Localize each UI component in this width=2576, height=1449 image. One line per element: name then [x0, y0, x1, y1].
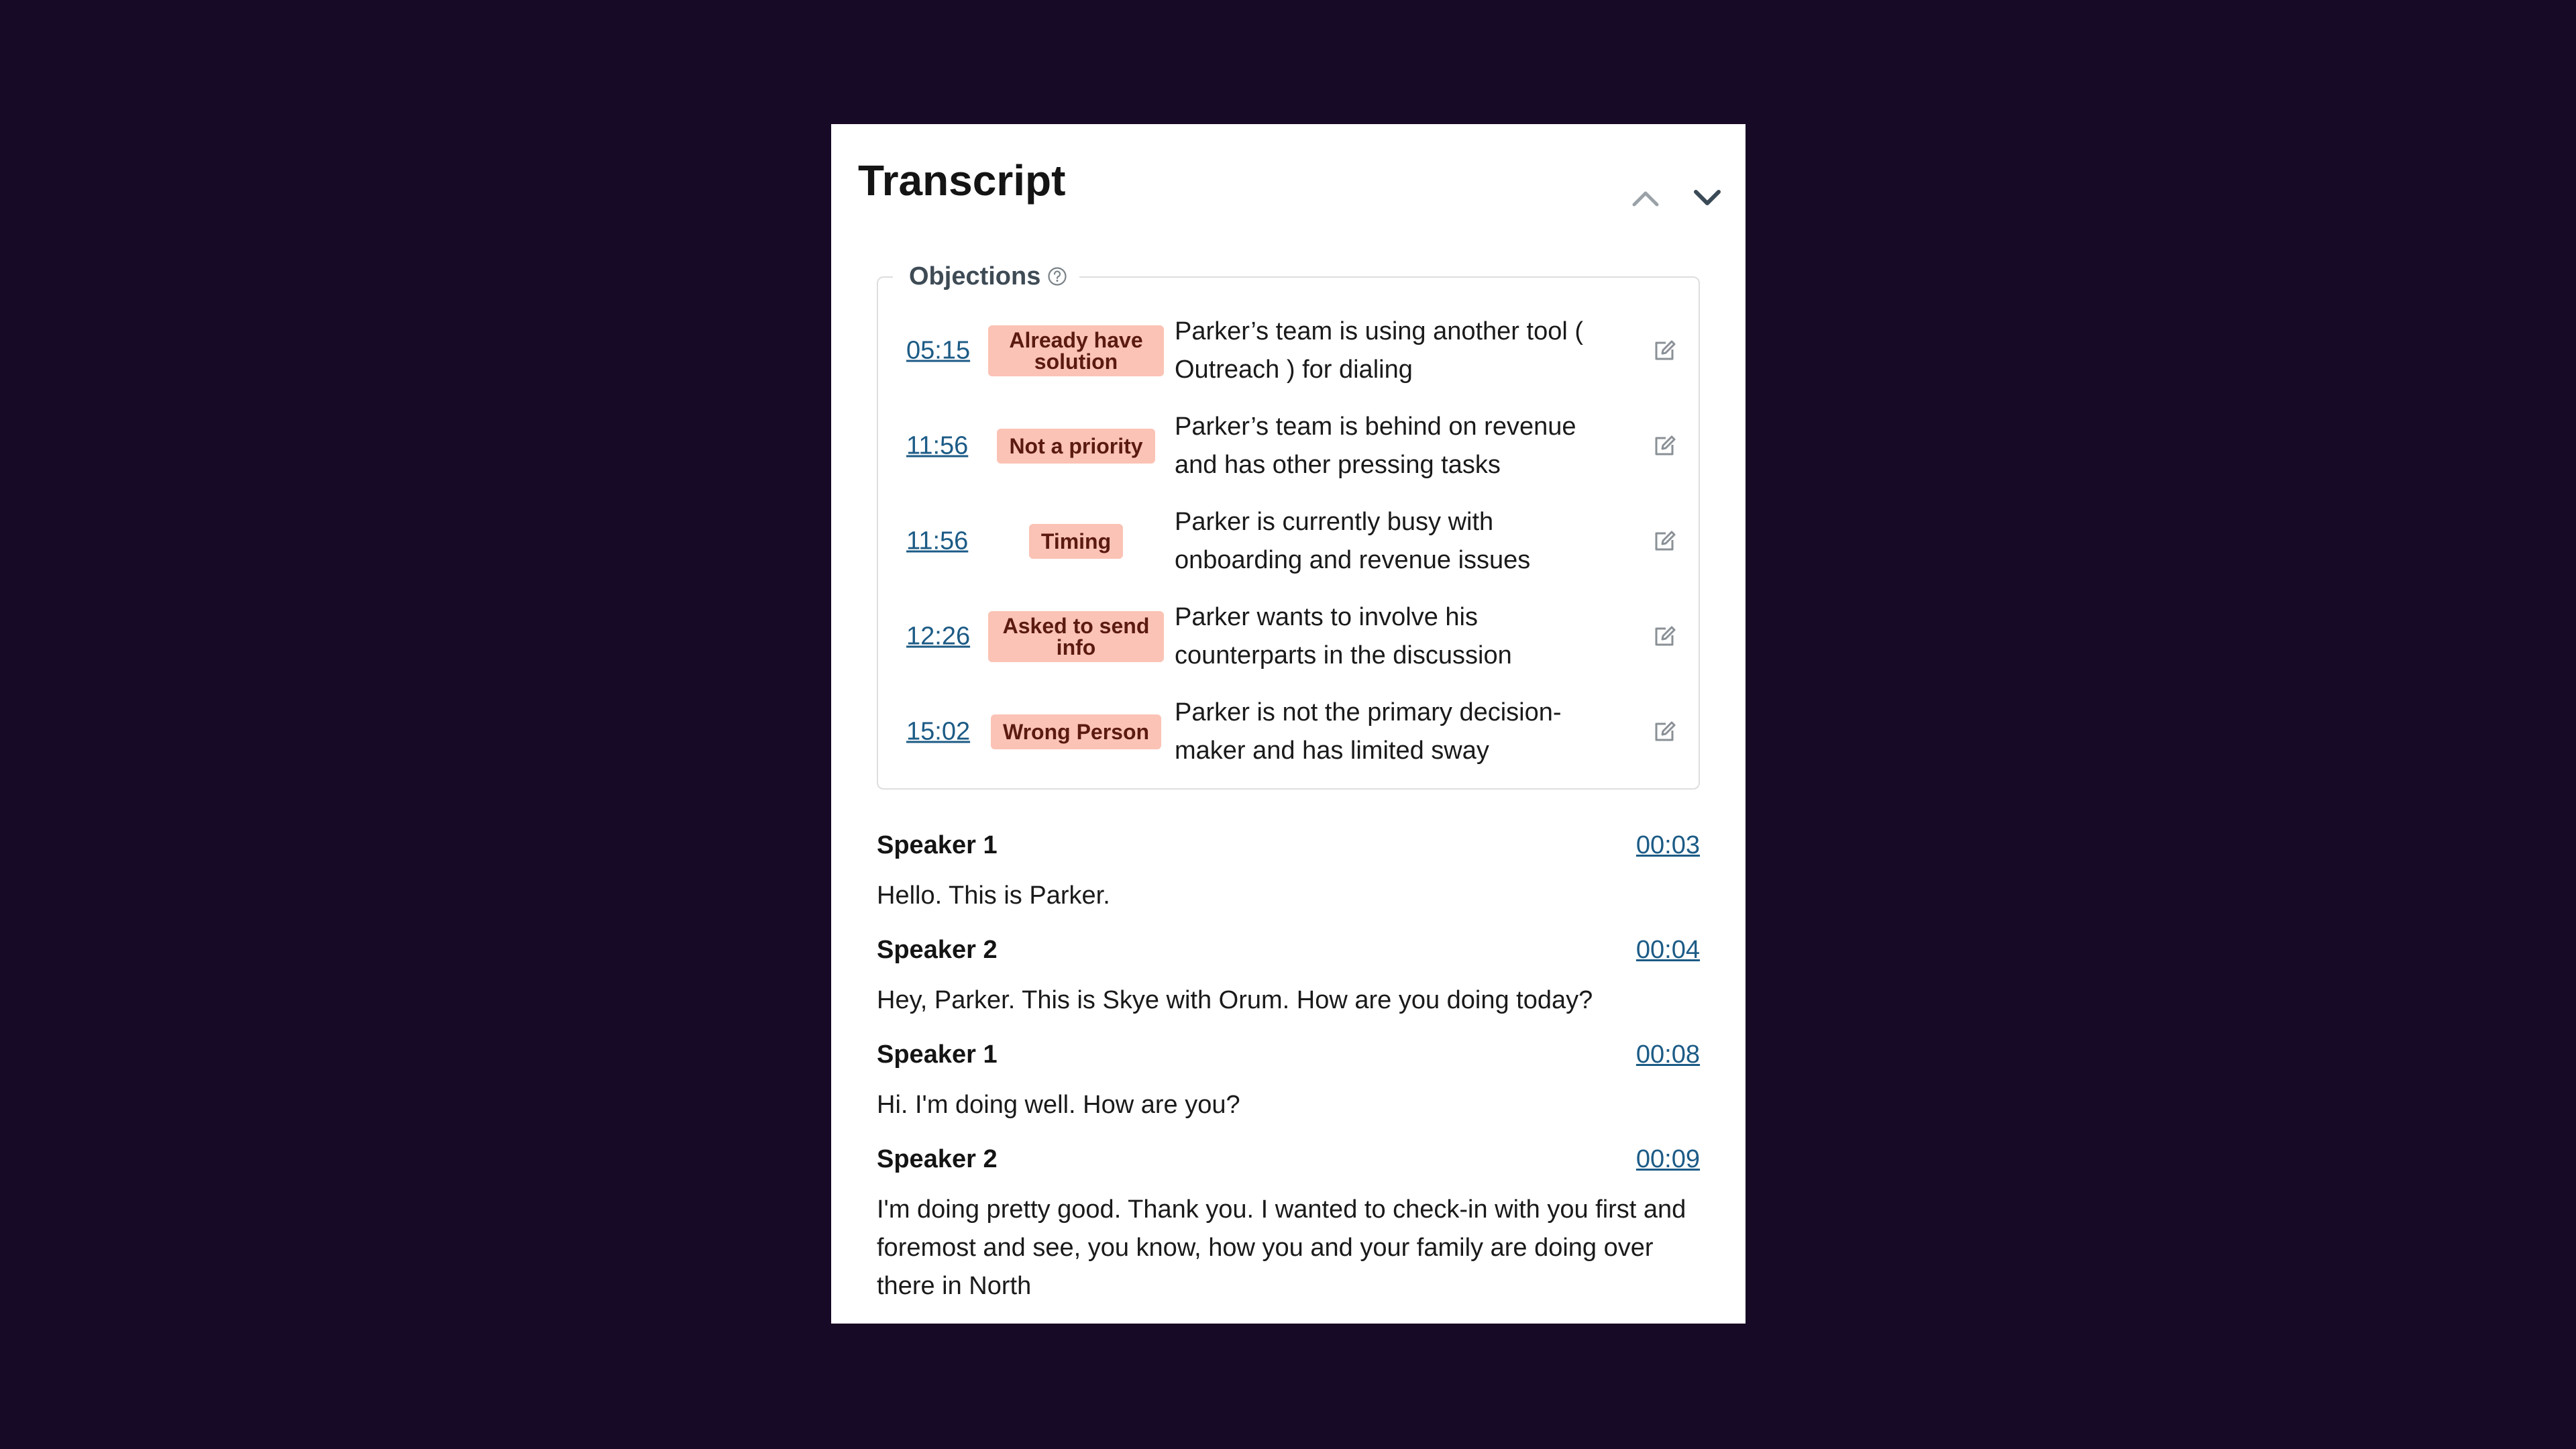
objection-category-badge: Wrong Person	[991, 714, 1161, 749]
objection-timestamp-link[interactable]: 11:56	[906, 431, 969, 460]
objections-box	[877, 262, 1700, 790]
objection-category-badge: Asked to send info	[988, 611, 1164, 662]
objection-row	[878, 303, 1699, 398]
objections-label: Objections	[909, 262, 1041, 290]
objection-category-badge: Not a priority	[997, 429, 1155, 464]
edit-icon	[1651, 337, 1678, 364]
objection-timestamp-link[interactable]: 12:26	[906, 622, 971, 651]
edit-icon	[1651, 623, 1678, 650]
objection-timestamp-link[interactable]: 15:02	[906, 717, 971, 746]
edit-icon	[1651, 433, 1678, 460]
help-circle-icon[interactable]	[1047, 266, 1067, 286]
utterance-text: Hi. I'm doing well. How are you?	[877, 1091, 1240, 1119]
utterance-text: I'm doing pretty good. Thank you. I wanted to check-in with you first and foremost and see, you know, how you and your family are doing over there in North	[877, 1195, 1686, 1300]
objection-summary: Parker wants to involve his counterparts in the discussion	[1175, 603, 1512, 669]
edit-objection-button[interactable]	[1650, 717, 1679, 747]
next-button[interactable]	[1686, 176, 1729, 219]
objection-summary: Parker is currently busy with onboarding and revenue issues	[1175, 508, 1531, 574]
objection-summary: Parker’s team is using another tool ( Outreach ) for dialing	[1175, 317, 1584, 384]
objection-summary: Parker’s team is behind on revenue and has other pressing tasks	[1175, 413, 1576, 479]
objection-row	[878, 589, 1699, 684]
edit-objection-button[interactable]	[1650, 527, 1679, 556]
utterance-timestamp-link[interactable]: 00:09	[1635, 1145, 1700, 1173]
objection-row	[878, 494, 1699, 589]
edit-objection-button[interactable]	[1650, 431, 1679, 461]
speaker-name: Speaker 2	[877, 936, 998, 964]
objection-row	[878, 398, 1699, 494]
speaker-name: Speaker 1	[877, 1040, 998, 1069]
utterance-text: Hey, Parker. This is Skye with Orum. How are you doing today?	[877, 986, 1593, 1014]
edit-icon	[1651, 718, 1678, 745]
edit-objection-button[interactable]	[1650, 336, 1679, 366]
objection-category-badge: Already have solution	[988, 325, 1164, 376]
utterance-timestamp-link[interactable]: 00:08	[1635, 1040, 1700, 1069]
objection-timestamp-link[interactable]: 05:15	[906, 336, 971, 365]
utterance-timestamp-link[interactable]: 00:04	[1635, 936, 1700, 964]
chevron-up-icon	[1631, 188, 1660, 208]
speaker-name: Speaker 2	[877, 1145, 998, 1173]
objection-timestamp-link[interactable]: 11:56	[906, 527, 969, 555]
objections-header	[893, 258, 1079, 295]
transcript-panel	[831, 124, 1746, 1324]
objection-row	[878, 684, 1699, 780]
objection-category-badge: Timing	[1029, 524, 1123, 559]
edit-objection-button[interactable]	[1650, 622, 1679, 651]
panel-title: Transcript	[858, 156, 1066, 205]
edit-icon	[1651, 528, 1678, 555]
previous-button[interactable]	[1624, 176, 1667, 219]
utterance-text: Hello. This is Parker.	[877, 881, 1110, 910]
objection-summary: Parker is not the primary decision-maker and has limited sway	[1175, 698, 1562, 765]
chevron-down-icon	[1693, 188, 1722, 208]
speaker-name: Speaker 1	[877, 831, 998, 859]
utterance-timestamp-link[interactable]: 00:03	[1635, 831, 1700, 859]
